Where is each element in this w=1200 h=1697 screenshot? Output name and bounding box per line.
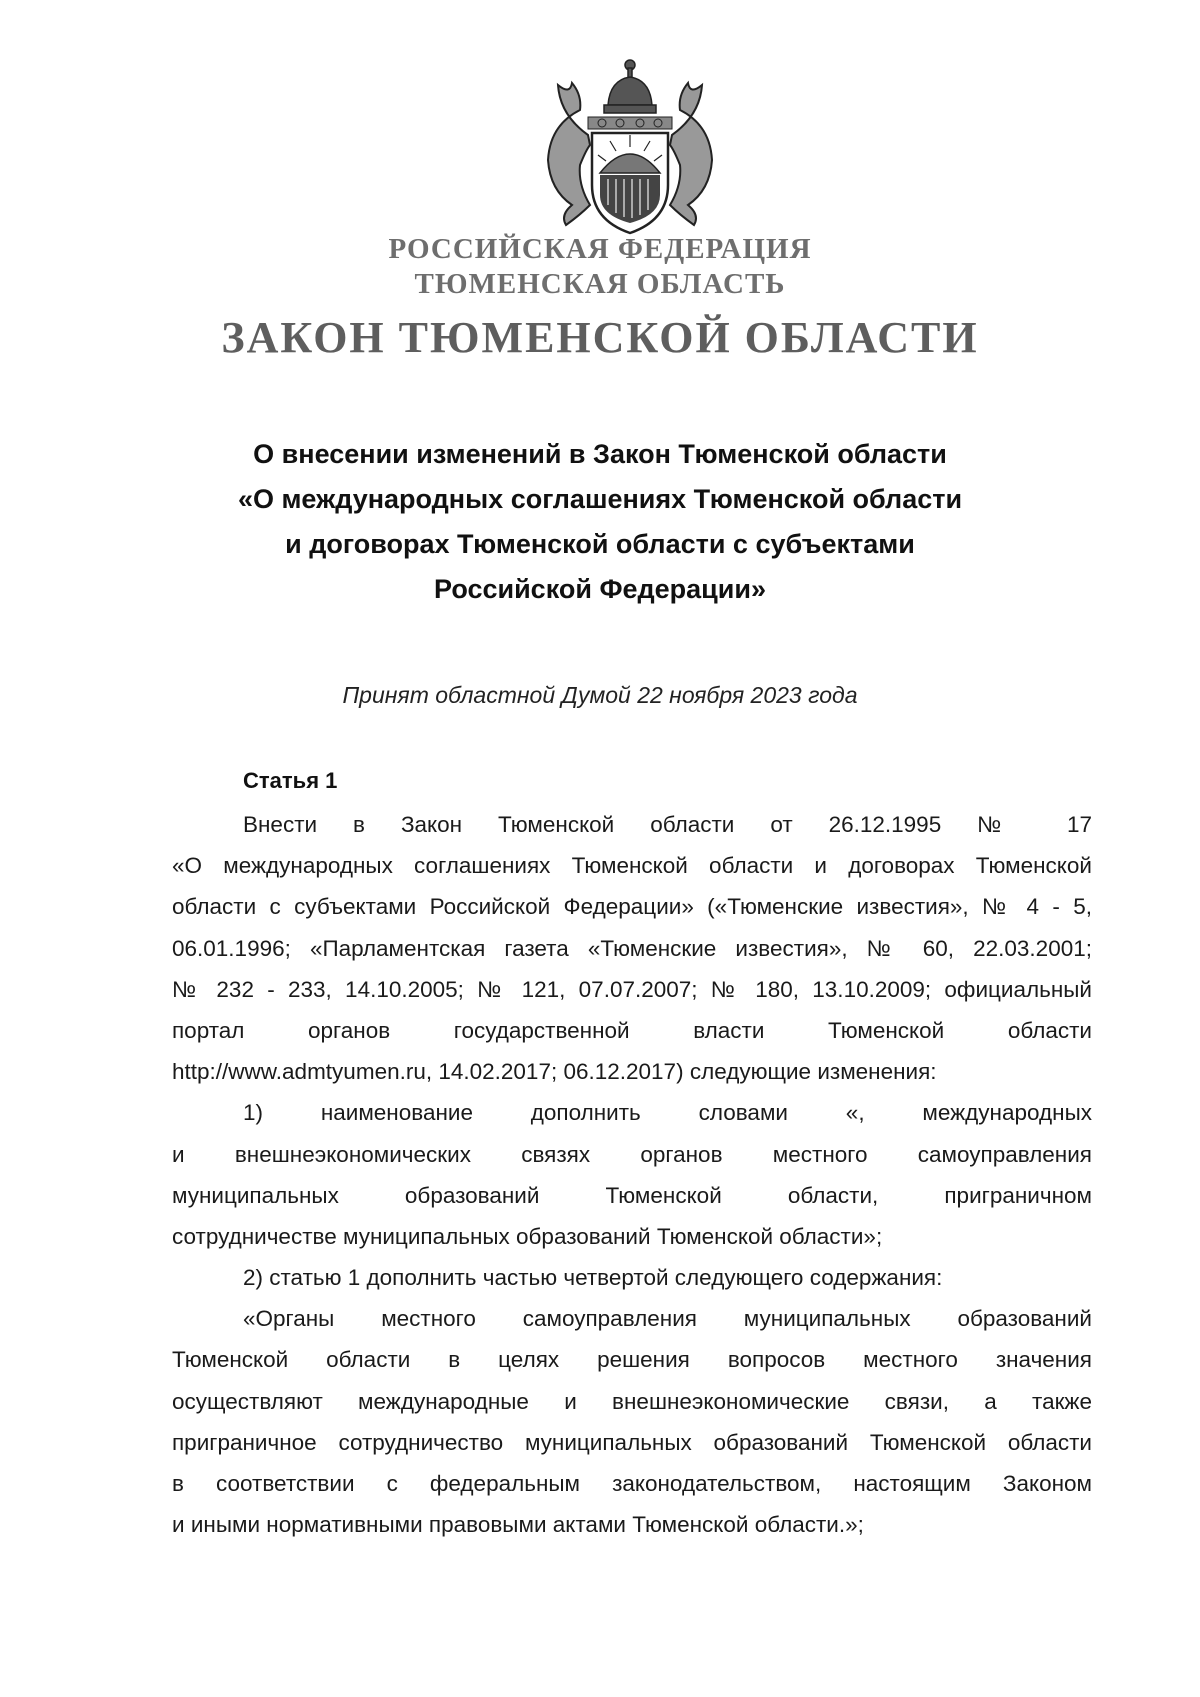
header-country: РОССИЙСКАЯ ФЕДЕРАЦИЯ (388, 233, 812, 265)
article-line: муниципальных образований Тюменской области, приграничном (172, 1182, 1092, 1208)
article-line: № 232 - 233, 14.10.2005; № 121, 07.07.2007; № 180, 13.10.2009; официальный (172, 976, 1092, 1002)
article-line: 1) наименование дополнить словами «, международных (243, 1100, 1092, 1126)
article-line: и иными нормативными правовыми актами Тюменской области.»; (172, 1512, 864, 1538)
article-line: http://www.admtyumen.ru, 14.02.2017; 06.12.2017) следующие изменения: (172, 1059, 937, 1085)
law-title-line: Российской Федерации» (433, 574, 766, 604)
article-line: области с субъектами Российской Федерации» («Тюменские известия», № 4 - 5, (172, 894, 1092, 920)
article-line: «Органы местного самоуправления муниципальных образований (243, 1306, 1092, 1332)
article-line: Внести в Закон Тюменской области от 26.12.1995 № 17 (243, 812, 1092, 837)
adoption-note: Принят областной Думой 22 ноября 2023 года (342, 682, 858, 708)
article-line: портал органов государственной власти Тюменской области (172, 1017, 1092, 1043)
law-title-line: «О международных соглашениях Тюменской области (237, 484, 963, 514)
article-line: сотрудничестве муниципальных образований Тюменской области»; (172, 1223, 883, 1249)
article-heading: Статья 1 (243, 768, 338, 793)
article-line: в соответствии с федеральным законодательством, настоящим Законом (172, 1471, 1092, 1496)
article-body (172, 804, 1092, 1545)
law-title-line: и договорах Тюменской области с субъектами (285, 529, 915, 559)
article-line: «О международных соглашениях Тюменской области и договорах Тюменской (172, 853, 1092, 879)
article-line: осуществляют международные и внешнеэкономические связи, а также (172, 1388, 1092, 1414)
tyumen-coat-of-arms-icon (530, 55, 730, 240)
law-title (140, 432, 1060, 612)
header-region: ТЮМЕНСКАЯ ОБЛАСТЬ (414, 268, 786, 300)
article-line: приграничное сотрудничество муниципальных образований Тюменской области (172, 1429, 1092, 1455)
header-law-type: ЗАКОН ТЮМЕНСКОЙ ОБЛАСТИ (221, 313, 979, 362)
article-line: Тюменской области в целях решения вопросов местного значения (172, 1347, 1092, 1373)
article-line: и внешнеэкономических связях органов местного самоуправления (172, 1141, 1092, 1167)
article-line: 2) статью 1 дополнить частью четвертой следующего содержания: (243, 1265, 943, 1291)
law-title-line: О внесении изменений в Закон Тюменской области (253, 439, 947, 469)
article-line: 06.01.1996; «Парламентская газета «Тюменские известия», № 60, 22.03.2001; (172, 935, 1092, 961)
